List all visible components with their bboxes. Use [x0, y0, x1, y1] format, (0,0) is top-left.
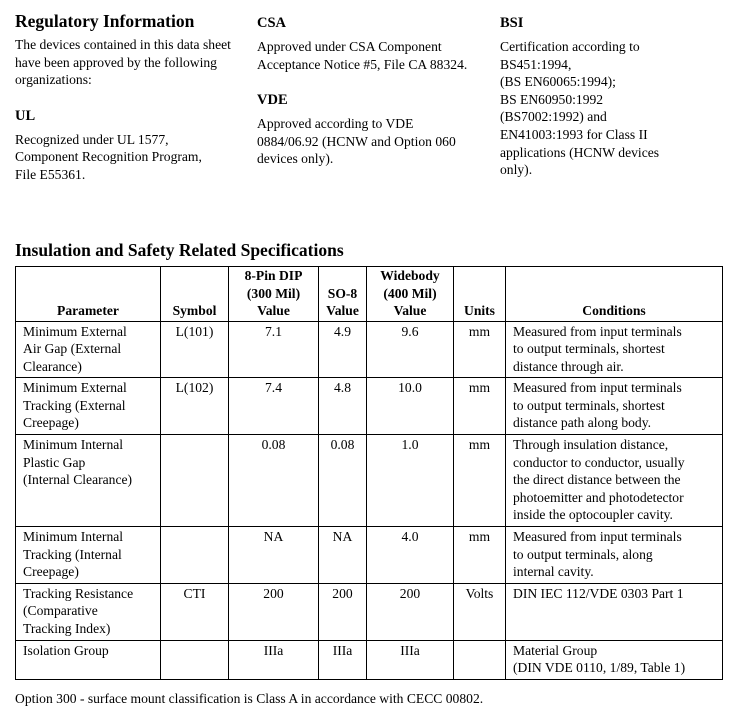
cell-dip: 7.1 — [229, 321, 319, 378]
bsi-line: applications (HCNW devices — [500, 144, 660, 160]
csa-text: Approved under CSA Component Acceptance Notice #5, File CA 88324. — [257, 39, 468, 72]
header-units: Units — [454, 267, 506, 322]
table-row — [16, 640, 723, 679]
table-header-row — [16, 267, 723, 322]
bsi-line: BS451:1994, — [500, 56, 572, 72]
cell-dip: 0.08 — [229, 435, 319, 527]
regulatory-column-1 — [15, 10, 250, 184]
bsi-text — [500, 38, 735, 179]
specs-title: Insulation and Safety Related Specifications — [15, 240, 344, 260]
regulatory-intro: The devices contained in this data sheet have been approved by the following organizations: — [15, 37, 231, 88]
header-symbol: Symbol — [161, 267, 229, 322]
table-row — [16, 583, 723, 640]
bsi-line: BS EN60950:1992 — [500, 91, 604, 107]
cell-symbol: L(102) — [161, 378, 229, 435]
header-conditions: Conditions — [506, 267, 723, 322]
cell-conditions: Measured from input terminals to output terminals, shortest distance path along body. — [506, 378, 723, 435]
csa-heading: CSA — [257, 15, 287, 31]
cell-dip: 7.4 — [229, 378, 319, 435]
cell-so8: IIIa — [319, 640, 367, 679]
cell-parameter: Isolation Group — [16, 640, 161, 679]
cell-dip: 200 — [229, 583, 319, 640]
regulatory-column-3 — [500, 12, 735, 179]
cell-so8: NA — [319, 527, 367, 584]
cell-wide: 1.0 — [367, 435, 454, 527]
cell-parameter: Minimum Internal Plastic Gap (Internal Clearance) — [16, 435, 161, 527]
cell-conditions: DIN IEC 112/VDE 0303 Part 1 — [506, 583, 723, 640]
cell-conditions: Through insulation distance, conductor to conductor, usually the direct distance between the photoemitter and photodetector inside the optocoupler cavity. — [506, 435, 723, 527]
footnote: Option 300 - surface mount classification is Class A in accordance with CECC 00802. — [15, 691, 484, 706]
cell-wide: 4.0 — [367, 527, 454, 584]
cell-symbol — [161, 435, 229, 527]
cell-wide: 9.6 — [367, 321, 454, 378]
table-row — [16, 378, 723, 435]
ul-text: Recognized under UL 1577, Component Recognition Program, File E55361. — [15, 131, 202, 182]
cell-conditions: Measured from input terminals to output terminals, along internal cavity. — [506, 527, 723, 584]
vde-text: Approved according to VDE 0884/06.92 (HCNW and Option 060 devices only). — [257, 116, 456, 167]
cell-conditions: Measured from input terminals to output terminals, shortest distance through air. — [506, 321, 723, 378]
cell-units: mm — [454, 321, 506, 378]
ul-heading: UL — [15, 107, 36, 124]
bsi-line: only). — [500, 162, 533, 178]
header-so8: SO-8 Value — [319, 267, 367, 322]
table-row — [16, 527, 723, 584]
cell-so8: 0.08 — [319, 435, 367, 527]
cell-wide: IIIa — [367, 640, 454, 679]
cell-so8: 4.8 — [319, 378, 367, 435]
bsi-line: Certification according to — [500, 39, 640, 54]
cell-so8: 200 — [319, 583, 367, 640]
cell-parameter: Minimum Internal Tracking (Internal Creepage) — [16, 527, 161, 584]
cell-symbol — [161, 640, 229, 679]
cell-units: mm — [454, 378, 506, 435]
cell-symbol: L(101) — [161, 321, 229, 378]
cell-parameter: Minimum External Air Gap (External Clearance) — [16, 321, 161, 378]
cell-wide: 10.0 — [367, 378, 454, 435]
bsi-line: EN41003:1993 for Class II — [500, 126, 648, 142]
cell-units: mm — [454, 435, 506, 527]
cell-symbol: CTI — [161, 583, 229, 640]
bsi-line: (BS7002:1992) and — [500, 109, 607, 125]
header-widebody: Widebody (400 Mil) Value — [367, 267, 454, 322]
cell-parameter: Tracking Resistance (Comparative Tracking Index) — [16, 583, 161, 640]
cell-so8: 4.9 — [319, 321, 367, 378]
header-parameter: Parameter — [16, 267, 161, 322]
cell-conditions: Material Group (DIN VDE 0110, 1/89, Table 1) — [506, 640, 723, 679]
cell-wide: 200 — [367, 583, 454, 640]
cell-units: Volts — [454, 583, 506, 640]
table-row — [16, 321, 723, 378]
vde-heading: VDE — [257, 92, 288, 109]
table-row — [16, 435, 723, 527]
cell-units: mm — [454, 527, 506, 584]
cell-symbol — [161, 527, 229, 584]
bsi-heading: BSI — [500, 15, 524, 31]
cell-dip: IIIa — [229, 640, 319, 679]
specs-table — [15, 266, 723, 680]
bsi-line: (BS EN60065:1994); — [500, 74, 616, 90]
cell-dip: NA — [229, 527, 319, 584]
regulatory-column-2 — [257, 12, 492, 168]
regulatory-title: Regulatory Information — [15, 11, 195, 31]
cell-parameter: Minimum External Tracking (External Creepage) — [16, 378, 161, 435]
cell-units — [454, 640, 506, 679]
header-dip: 8-Pin DIP (300 Mil) Value — [229, 267, 319, 322]
